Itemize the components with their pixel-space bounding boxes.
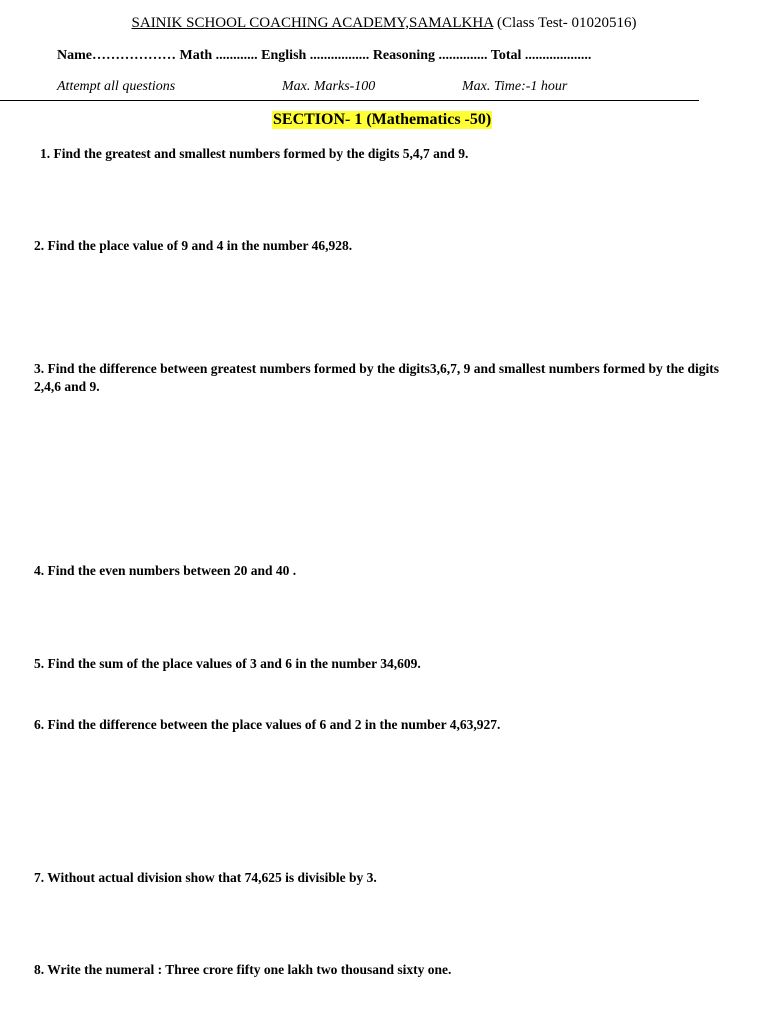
instruction-text: Attempt all questions xyxy=(57,79,176,94)
score-info-row xyxy=(57,48,591,64)
math-field: Math ............ xyxy=(179,48,262,63)
english-field: English ................. xyxy=(261,48,373,63)
max-marks-text: Max. Marks-100 xyxy=(282,79,376,94)
max-time-text: Max. Time:-1 hour xyxy=(462,79,568,94)
question-1: 1. Find the greatest and smallest numbers formed by the digits 5,4,7 and 9. xyxy=(40,146,469,161)
question-3: 3. Find the difference between greatest numbers formed by the digits3,6,7, 9 and smallest numbers formed by the digits 2,4,6 and 9. xyxy=(34,361,719,394)
question-4: 4. Find the even numbers between 20 and 40 . xyxy=(34,563,297,578)
question-7: 7. Without actual division show that 74,625 is divisible by 3. xyxy=(34,870,377,885)
question-6: 6. Find the difference between the place values of 6 and 2 in the number 4,63,927. xyxy=(34,717,501,732)
question-2: 2. Find the place value of 9 and 4 in the number 46,928. xyxy=(34,238,353,253)
question-8: 8. Write the numeral : Three crore fifty one lakh two thousand sixty one. xyxy=(34,962,452,977)
class-test-label: (Class Test- 01020516) xyxy=(493,15,637,31)
section-heading: SECTION- 1 (Mathematics -50) xyxy=(273,111,492,128)
document-title xyxy=(0,15,768,32)
name-field: Name……………… xyxy=(57,48,180,63)
school-name: SAINIK SCHOOL COACHING ACADEMY,SAMALKHA xyxy=(131,15,494,31)
reasoning-field: Reasoning .............. xyxy=(372,48,491,63)
total-field: Total ................... xyxy=(490,48,592,63)
question-5: 5. Find the sum of the place values of 3 and 6 in the number 34,609. xyxy=(34,656,421,671)
header-divider xyxy=(0,100,699,101)
